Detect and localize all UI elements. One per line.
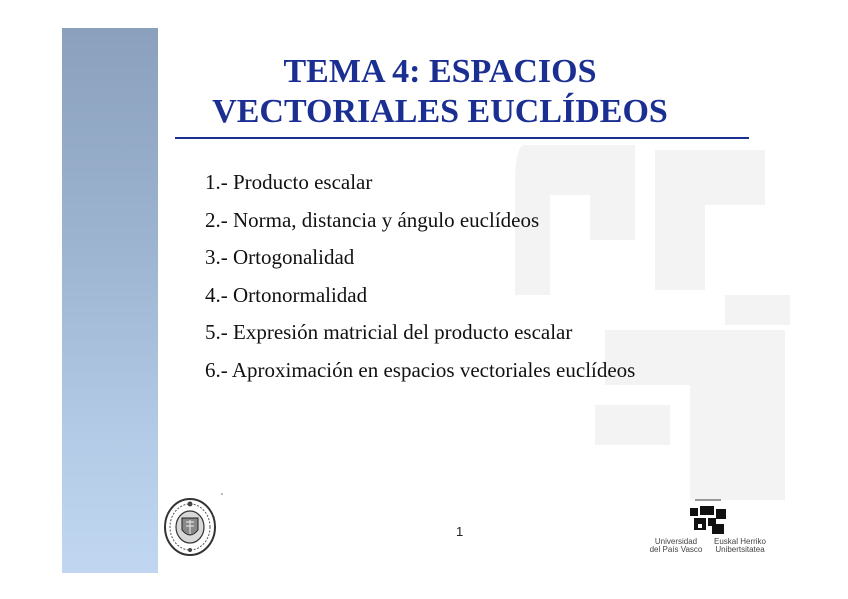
university-name-spanish (645, 538, 707, 554)
topic-item: 4.- Ortonormalidad (205, 282, 368, 307)
topic-list (205, 164, 635, 390)
university-name-basque-line-1: Euskal Herriko (713, 537, 766, 546)
topic-item: 2.- Norma, distancia y ángulo euclídeos (205, 207, 540, 232)
university-name-basque (709, 538, 771, 554)
slide-title (170, 52, 710, 132)
logo-top-mark (695, 499, 721, 501)
upv-emblem-icon (690, 506, 726, 534)
slide-title-line-2: VECTORIALES EUCLÍDEOS (212, 93, 668, 130)
slide-title-line-1: TEMA 4: ESPACIOS (283, 53, 597, 90)
university-name-spanish-line-2: del País Vasco (649, 545, 703, 554)
topic-item: 5.- Expresión matricial del producto escalar (205, 320, 573, 345)
topic-item: 3.- Ortogonalidad (205, 245, 355, 270)
university-name-basque-line-2: Unibertsitatea (715, 545, 765, 554)
side-band (62, 28, 158, 573)
title-underline (175, 137, 749, 139)
university-seal-icon (162, 496, 218, 558)
university-name-spanish-line-1: Universidad (654, 537, 698, 546)
page-number: 1 (456, 524, 464, 539)
topic-item: 1.- Producto escalar (205, 170, 373, 194)
small-dot (221, 493, 223, 495)
upv-logo (645, 498, 770, 560)
topic-item: 6.- Aproximación en espacios vectoriales euclídeos (205, 357, 636, 382)
